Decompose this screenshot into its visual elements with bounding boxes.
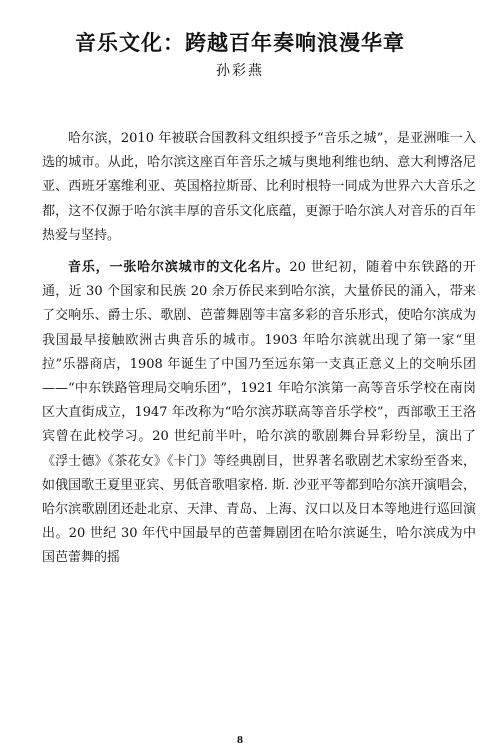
- paragraph-music-card: [42, 256, 476, 571]
- author-name: 孙彩燕: [216, 63, 264, 79]
- article-body: [42, 127, 476, 571]
- page-number: 8: [236, 736, 244, 746]
- paragraph-text: 20 世纪初，随着中东铁路的开通，近 30 个国家和民族 20 余万侨民来到哈尔滨，大量侨民的涌入，带来了交响乐、爵士乐、歌剧、芭蕾舞剧等丰富多彩的音乐形式，使哈尔滨成为我国最早接触欧洲古典音乐的城市。1903 年哈尔滨就出现了第一家“里拉”乐器商店，1908 年诞生了中国乃至远东第一支真正意义上的交响乐团——“中东铁路管理局交响乐团”，1921 年哈尔滨第一高等音乐学校在南岗区大直街成立，1947 年改称为“哈尔滨苏联高等音乐学校”，西部歌王王洛宾曾在此校学习。20 世纪前半叶，哈尔滨的歌剧舞台异彩纷呈，演出了《浮士德》《茶花女》《卡门》等经典剧目，世界著名歌剧艺术家纷至沓来，如俄国歌王夏里亚宾、男低音歌唱家格. 斯. 沙亚平等都到哈尔滨开演唱会，哈尔滨歌剧团还赴北京、天津、青岛、上海、汉口以及日本等地进行巡回演出。20 世纪 30 年代中国最早的芭蕾舞剧团在哈尔滨诞生，哈尔滨成为中国芭蕾舞的摇: [42, 260, 476, 566]
- paragraph-intro: [42, 127, 476, 248]
- article-title: 音乐文化：跨越百年奏响浪漫华章: [75, 30, 405, 56]
- paragraph-lead-heading: 音乐，一张哈尔滨城市的文化名片。: [68, 260, 290, 276]
- paragraph-text: 哈尔滨，2010 年被联合国教科文组织授予“音乐之城”，是亚洲唯一入选的城市。从此，哈尔滨这座百年音乐之城与奥地利维也纳、意大利博洛尼亚、西班牙塞维利亚、英国格拉斯哥、比利时根特一同成为世界六大音乐之都，这不仅源于哈尔滨丰厚的音乐文化底蕴，更源于哈尔滨人对音乐的百年热爱与坚持。: [42, 131, 476, 243]
